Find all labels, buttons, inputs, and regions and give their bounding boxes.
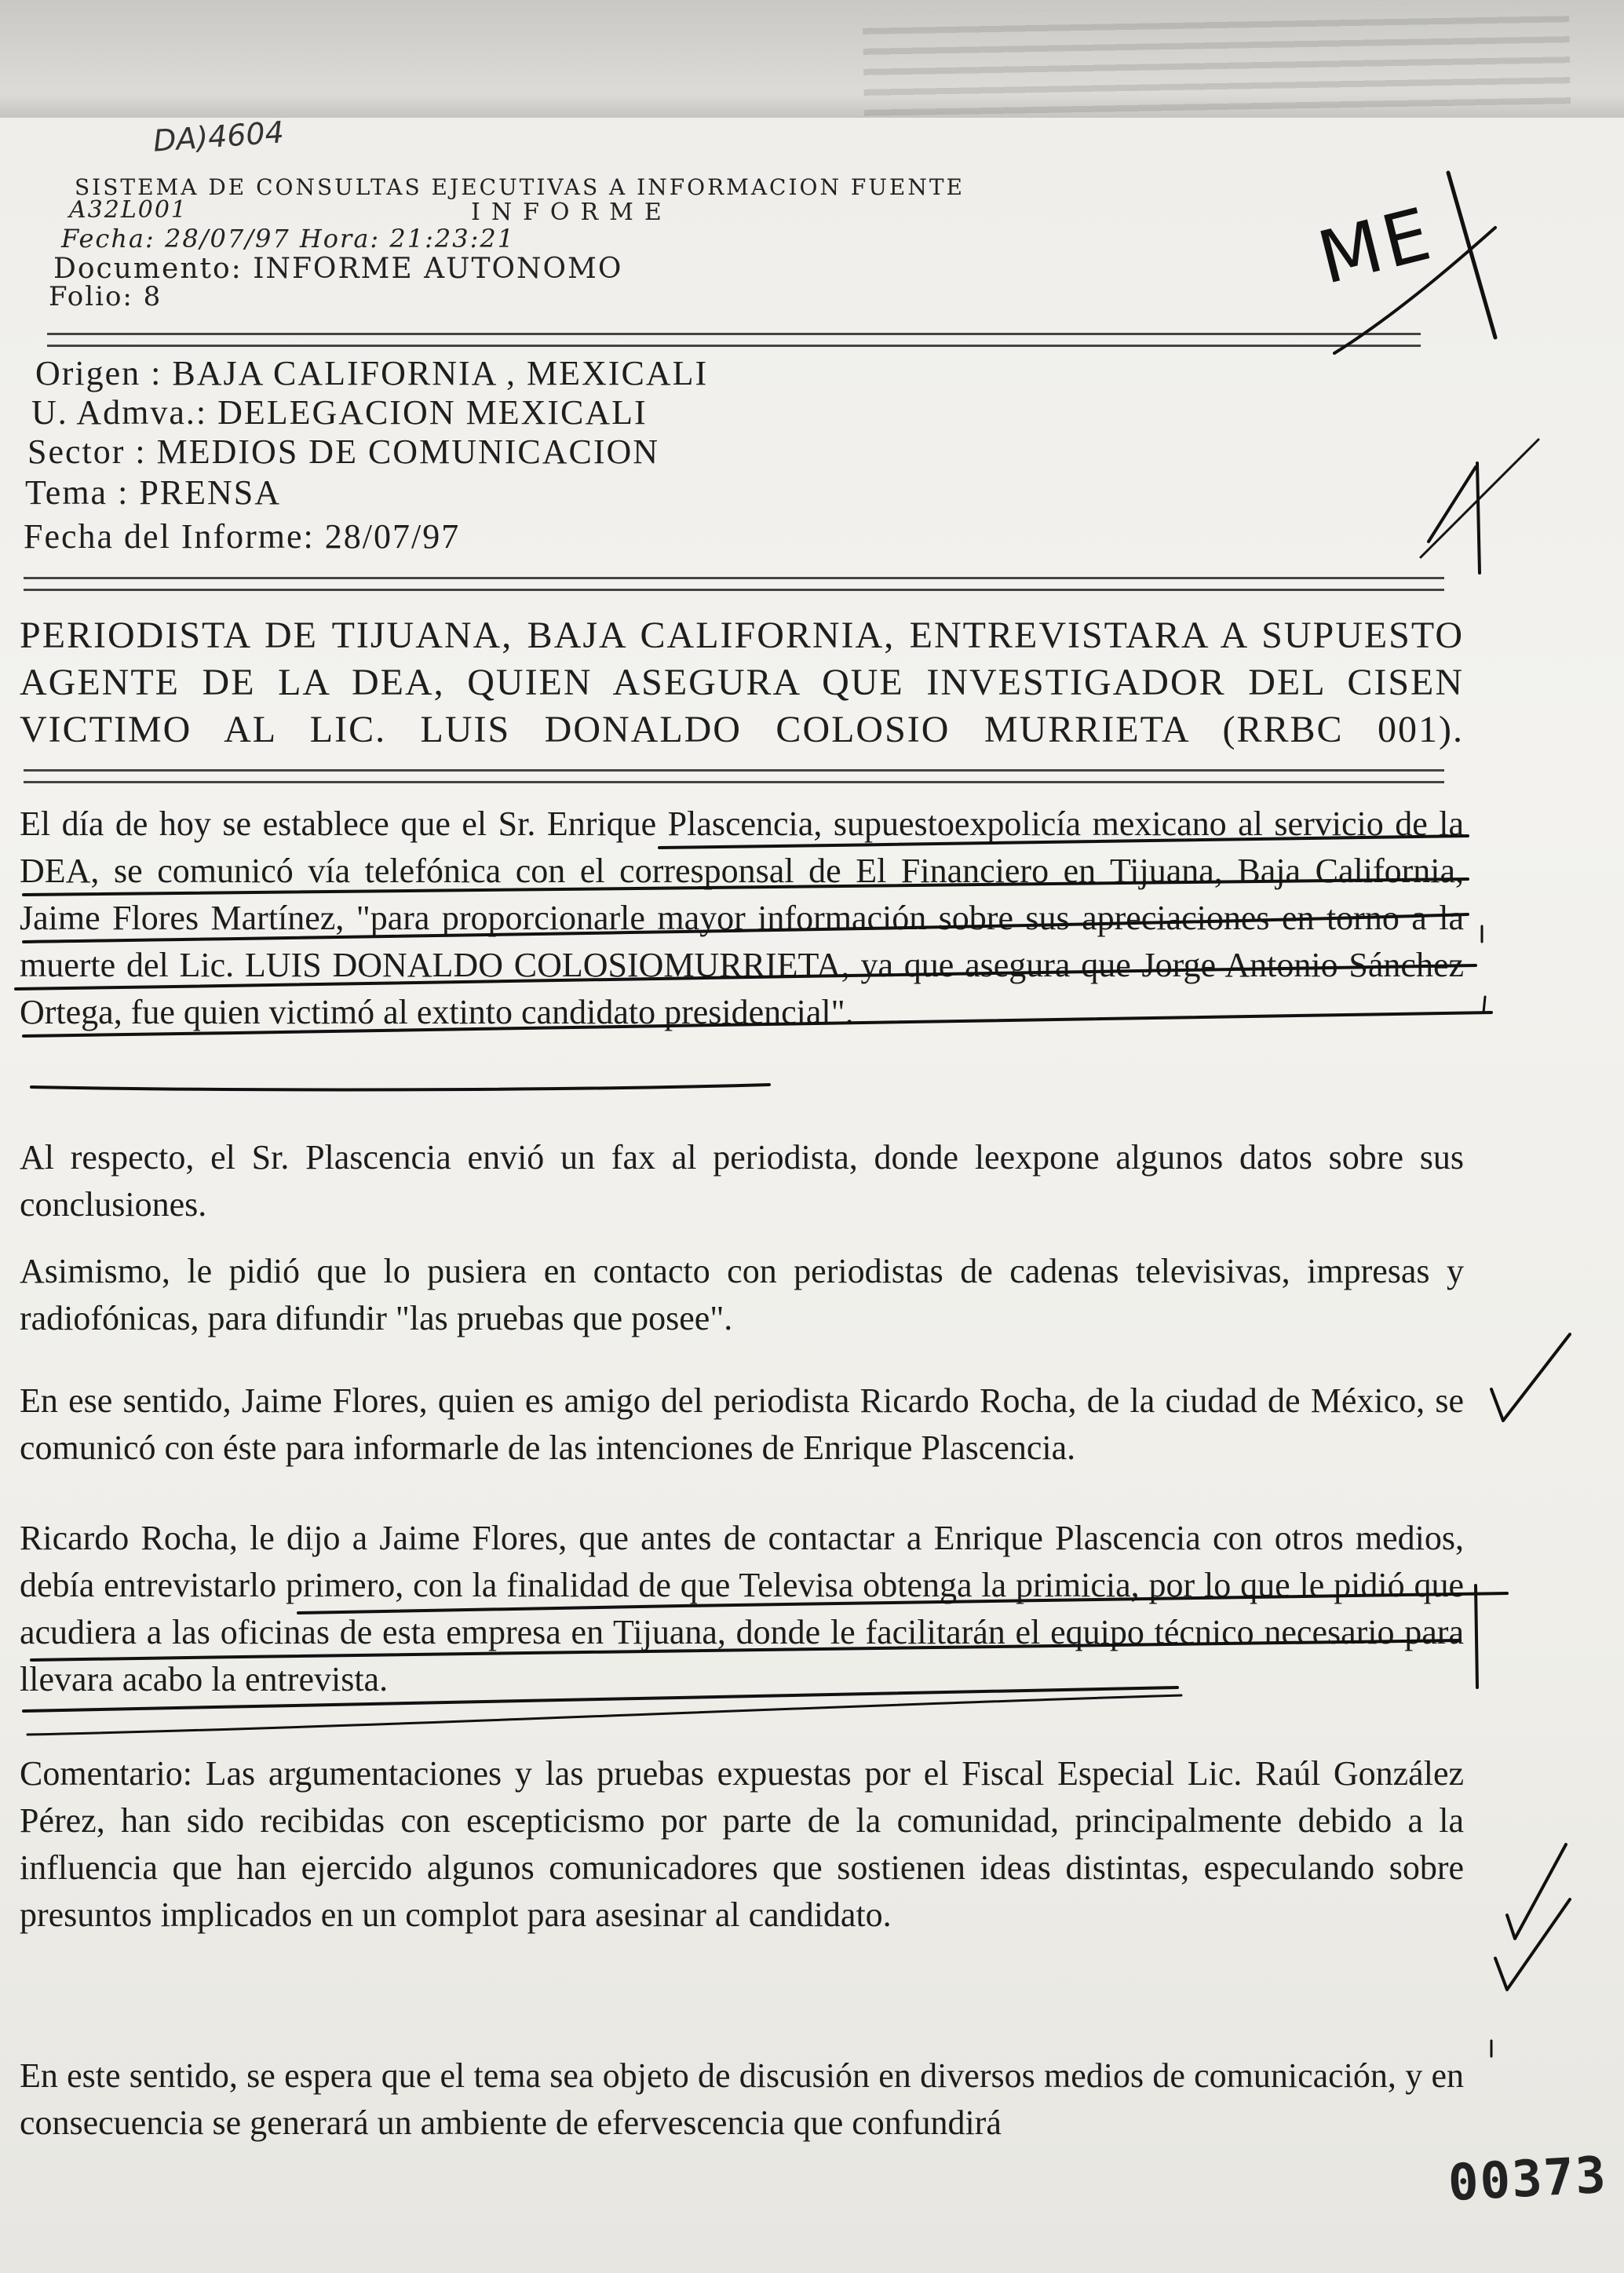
report-date-time: Fecha: 28/07/97 Hora: 21:23:21 [61, 224, 516, 254]
margin-tick-p1 [1482, 926, 1485, 1012]
bleed-through-text [863, 2, 1571, 124]
underline-1 [659, 836, 1468, 848]
back-page-sheet [0, 0, 1624, 133]
underline-3 [24, 914, 1468, 942]
underline-2 [24, 879, 1468, 895]
underline-9 [24, 1687, 1177, 1711]
document-type: Documento: INFORME AUTONOMO [53, 253, 623, 285]
underline-4 [16, 965, 1476, 989]
system-name: SISTEMA DE CONSULTAS EJECUTIVAS A INFORMACION FUENTE [75, 174, 965, 200]
body-paragraph-3: Asimismo, le pidió que lo pusiera en contacto con periodistas de cadenas televisivas, impresas y radiofónicas, para difundir "las pruebas que posee". [20, 1252, 1464, 1337]
body-paragraph-4: En ese sentido, Jaime Flores, quien es amigo del periodista Ricardo Rocha, de la ciudad de México, se comunicó con éste para informarle de las intenciones de Enrique Plascencia. [20, 1381, 1464, 1467]
body-paragraph-5: Ricardo Rocha, le dijo a Jaime Flores, que antes de contactar a Enrique Plascencia con otros medios, debía entrevistarlo primero, con la finalidad de que Televisa obtenga la primicia, por lo que le pidió que acudiera a las oficinas de esta empresa en Tijuana, donde le facilitarán el equipo técnico necesario para llevara acabo la entrevista. [20, 1519, 1464, 1698]
body-paragraph-7: En este sentido, se espera que el tema sea objeto de discusión en diversos medios de comunicación, y en consecuencia se generará un ambiente de efervescencia que confundirá [20, 2056, 1464, 2142]
body-paragraph-1: El día de hoy se establece que el Sr. Enrique Plascencia, supuestoexpolicía mexicano al servicio de la DEA, se comunicó vía telefónica con el corresponsal de El Financiero en Tijuana, Baja California, Jaime Flores Martínez, "para proporcionarle mayor información sobre sus apreciaciones en torno a la muerte del Lic. LUIS DONALDO COLOSIOMURRIETA, ya que asegura que Jorge Antonio Sánchez Ortega, fue quien victimó al extinto candidato presidencial". [20, 804, 1464, 1031]
underline-6 [31, 1085, 769, 1089]
underline-10 [27, 1695, 1181, 1735]
admin-unit-field: U. Admva.: DELEGACION MEXICALI [31, 393, 648, 432]
origin-field: Origen : BAJA CALIFORNIA , MEXICALI [35, 354, 709, 392]
folio-number: Folio: 8 [49, 281, 162, 312]
margin-bracket-p5 [1476, 1585, 1477, 1687]
page-number-stamp: 00373 [1447, 2146, 1609, 2213]
report-label: INFORME [471, 199, 673, 226]
handwritten-reference: DA)4604 [151, 115, 286, 159]
handwritten-initials: ME [1310, 191, 1442, 301]
report-title: PERIODISTA DE TIJUANA, BAJA CALIFORNIA, ENTREVISTARA A SUPUESTO AGENTE DE LA DEA, QUIEN ASEGURA QUE INVESTIGADOR DEL CISEN VICTIMO AL LIC. LUIS DONALDO COLOSIO MURRIETA (RRBC 001). [20, 615, 1464, 750]
underline-5 [24, 1012, 1491, 1036]
document-page [0, 115, 1624, 2273]
margin-check-1 [1429, 463, 1480, 573]
underline-7 [298, 1593, 1507, 1613]
handwritten-annotations [0, 118, 1624, 2273]
sector-field: Sector : MEDIOS DE COMUNICACION [27, 432, 660, 471]
margin-check-3 [1507, 1844, 1566, 1939]
initials-slash [1448, 173, 1495, 337]
topic-field: Tema : PRENSA [25, 473, 282, 512]
report-code: A32L001 [69, 196, 188, 224]
report-date-field: Fecha del Informe: 28/07/97 [24, 517, 461, 556]
margin-check-4 [1495, 1899, 1570, 1990]
body-paragraph-2: Al respecto, el Sr. Plascencia envió un fax al periodista, donde leexpone algunos datos sobre sus conclusiones. [20, 1138, 1464, 1224]
page-content [0, 115, 1624, 2273]
margin-check-2 [1491, 1334, 1570, 1421]
body-paragraph-6: Comentario: Las argumentaciones y las pruebas expuestas por el Fiscal Especial Lic. Raúl González Pérez, han sido recibidas con escepticismo por parte de la comunidad, principalmente debido a la influencia que han ejercido algunos comunicadores que sostienen ideas distintas, especulando sobre presuntos implicados en un complot para asesinar al candidato. [20, 1754, 1464, 1934]
underline-8 [31, 1640, 1460, 1660]
